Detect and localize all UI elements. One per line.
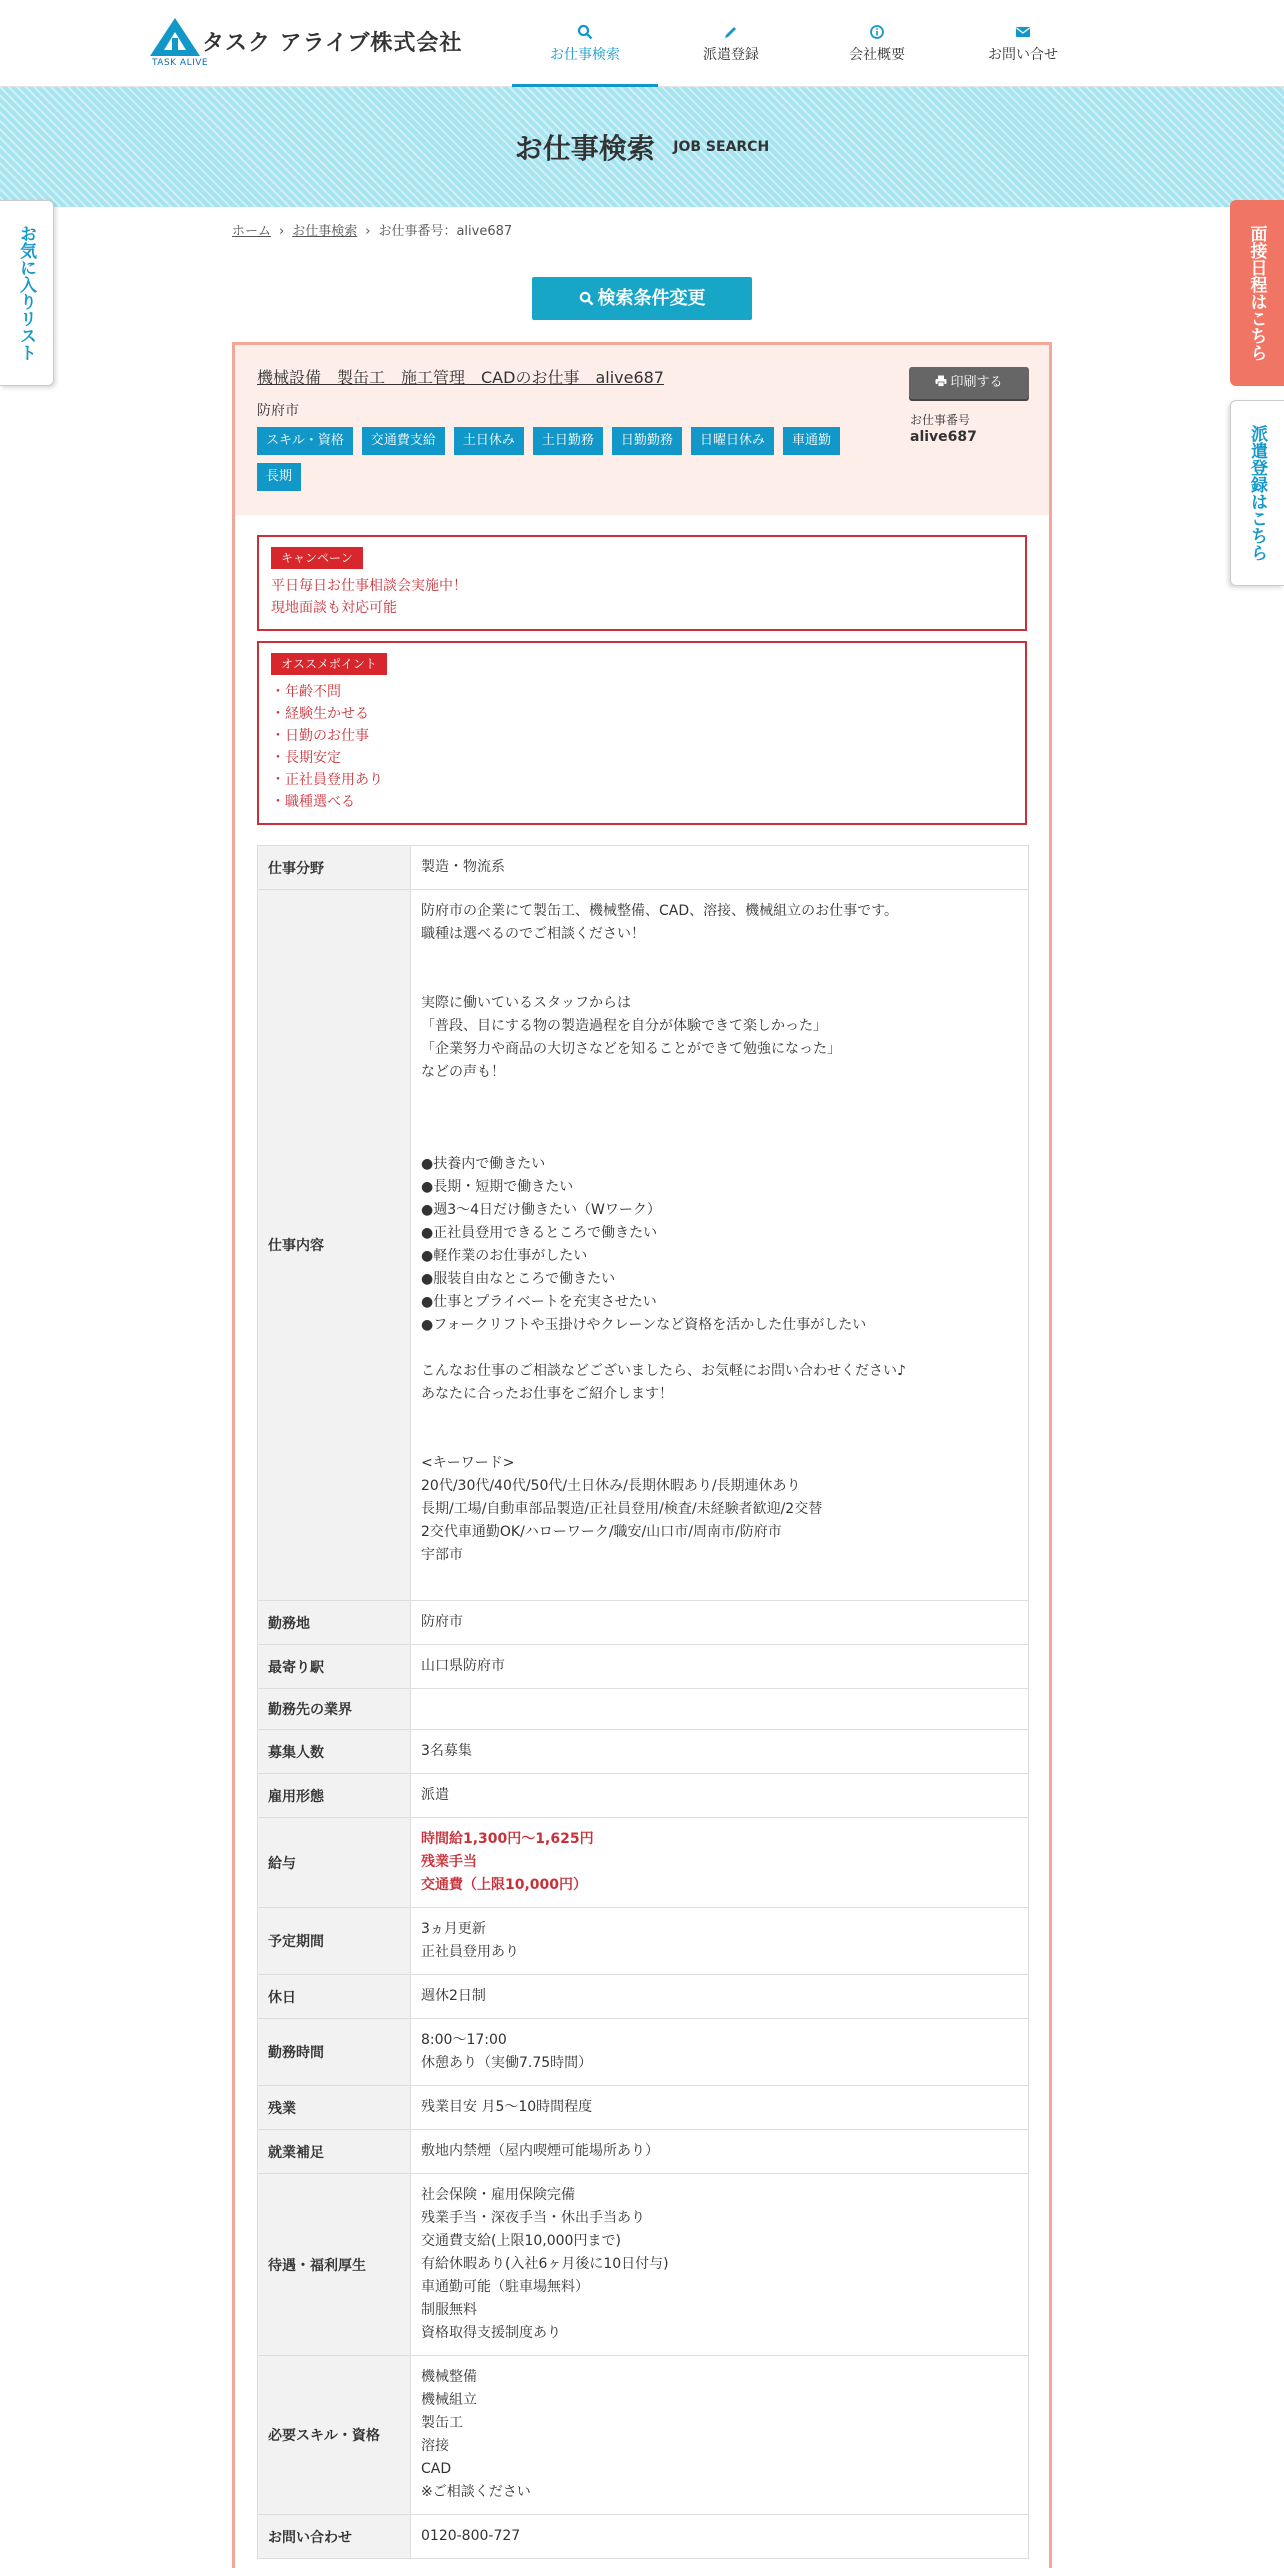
page-hero bbox=[0, 87, 1284, 207]
job-number-label: お仕事番号 bbox=[910, 413, 971, 427]
row-value: 防府市 bbox=[411, 1601, 1029, 1645]
job-tag: 土日勤務 bbox=[533, 427, 603, 455]
site-header bbox=[0, 0, 1284, 87]
breadcrumb bbox=[232, 220, 512, 239]
row-value: 派遣 bbox=[411, 1774, 1029, 1818]
table-row bbox=[258, 1908, 1029, 1975]
point-line: ・日勤のお仕事 bbox=[271, 728, 369, 744]
job-tag: 日曜日休み bbox=[691, 427, 774, 455]
favorites-list-tab[interactable]: お気に入りリスト bbox=[0, 200, 54, 386]
chevron-right-icon: › bbox=[365, 224, 371, 239]
logo-mark-icon bbox=[150, 18, 200, 56]
job-tag: スキル・資格 bbox=[257, 427, 353, 455]
job-tag: 車通勤 bbox=[783, 427, 840, 455]
job-tags bbox=[257, 427, 887, 491]
search-icon bbox=[577, 22, 593, 42]
campaign-box bbox=[257, 535, 1027, 631]
table-row bbox=[258, 1975, 1029, 2019]
salary-value: 時間給1,300円～1,625円 残業手当 交通費（上限10,000円） bbox=[411, 1818, 1029, 1908]
breadcrumb-job-search[interactable]: お仕事検索 bbox=[292, 224, 358, 239]
print-label: 印刷する bbox=[950, 375, 1003, 390]
table-row bbox=[258, 2086, 1029, 2130]
interview-schedule-tab[interactable]: 面接日程はこちら bbox=[1230, 200, 1284, 386]
row-key: 休日 bbox=[258, 1975, 411, 2019]
recommend-points-label: オススメポイント bbox=[271, 653, 387, 675]
table-row bbox=[258, 1645, 1029, 1689]
job-number: alive687 bbox=[910, 429, 977, 445]
job-tag: 日勤勤務 bbox=[612, 427, 682, 455]
nav-label: お仕事検索 bbox=[550, 47, 620, 63]
change-search-label: 検索条件変更 bbox=[597, 288, 706, 309]
row-key: 待遇・福利厚生 bbox=[258, 2174, 411, 2356]
nav-label: 会社概要 bbox=[849, 47, 905, 63]
page-subtitle: JOB SEARCH bbox=[673, 139, 770, 155]
row-value: 残業目安 月5～10時間程度 bbox=[411, 2086, 1029, 2130]
row-key: 勤務地 bbox=[258, 1601, 411, 1645]
table-row bbox=[258, 1730, 1029, 1774]
row-key: 就業補足 bbox=[258, 2130, 411, 2174]
point-line: ・職種選べる bbox=[271, 794, 355, 810]
table-row bbox=[258, 2130, 1029, 2174]
row-value bbox=[411, 1689, 1029, 1730]
row-value: 山口県防府市 bbox=[411, 1645, 1029, 1689]
row-value: 8:00～17:00 休憩あり（実働7.75時間） bbox=[411, 2019, 1029, 2086]
contact-phone[interactable]: 0120-800-727 bbox=[411, 2515, 1029, 2559]
table-row bbox=[258, 1689, 1029, 1730]
job-tag: 長期 bbox=[257, 463, 301, 491]
job-tag: 土日休み bbox=[454, 427, 524, 455]
row-value: 社会保険・雇用保険完備 残業手当・深夜手当・休出手当あり 交通費支給(上限10,000円まで) 有給休暇あり(入社6ヶ月後に10日付与) 車通勤可能（駐車場無料） 制服無料 資格取得支援制度あり bbox=[411, 2174, 1029, 2356]
row-key: 給与 bbox=[258, 1818, 411, 1908]
table-row bbox=[258, 2019, 1029, 2086]
print-button[interactable] bbox=[909, 367, 1029, 399]
recommend-points-box bbox=[257, 641, 1027, 825]
campaign-label: キャンペーン bbox=[271, 547, 363, 569]
row-value: 敷地内禁煙（屋内喫煙可能場所あり） bbox=[411, 2130, 1029, 2174]
row-key: 勤務先の業界 bbox=[258, 1689, 411, 1730]
table-row bbox=[258, 2174, 1029, 2356]
printer-icon bbox=[935, 375, 947, 387]
nav-label: お問い合せ bbox=[988, 47, 1058, 63]
row-value: 製造・物流系 bbox=[411, 846, 1029, 890]
table-row bbox=[258, 890, 1029, 1601]
row-value: 週休2日制 bbox=[411, 1975, 1029, 2019]
row-value: 機械整備 機械組立 製缶工 溶接 CAD ※ご相談ください bbox=[411, 2356, 1029, 2515]
row-key: 仕事分野 bbox=[258, 846, 411, 890]
row-value: 防府市の企業にて製缶工、機械整備、CAD、溶接、機械組立のお仕事です。 職種は選べるのでご相談ください！ 実際に働いているスタッフからは 「普段、目にする物の製造過程を自分が体験できて楽しかった」 「企業努力や商品の大切さなどを知ることができて勉強になった」 などの声も！ ●扶養内で働きたい ●長期・短期で働きたい ●週3～4日だけ働きたい（Wワーク） ●正社員登用できるところで働きたい ●軽作業のお仕事がしたい ●服装自由なところで働きたい ●仕事とプライベートを充実させたい ●フォークリフトや玉掛けやクレーンなど資格を活かした仕事がしたい こんなお仕事のご相談などございましたら、お気軽にお問い合わせください♪ あなたに合ったお仕事をご紹介します！ <キーワード> 20代/30代/40代/50代/土日休み/長期休暇あり/長期連休あり 長期/工場/自動車部品製造/正社員登用/検査/未経験者歓迎/2交替 2交代車通勤OK/ハローワーク/職安/山口市/周南市/防府市 宇部市 bbox=[411, 890, 1029, 1601]
row-value: 3名募集 bbox=[411, 1730, 1029, 1774]
table-row bbox=[258, 2515, 1029, 2559]
campaign-line: 現地面談も対応可能 bbox=[271, 600, 397, 616]
nav-job-search[interactable] bbox=[512, 0, 658, 86]
logo-name: タスク アライブ株式会社 bbox=[202, 31, 463, 56]
row-key: 募集人数 bbox=[258, 1730, 411, 1774]
logo[interactable] bbox=[150, 18, 480, 70]
campaign-line: 平日毎日お仕事相談会実施中！ bbox=[271, 578, 467, 594]
row-key: 必要スキル・資格 bbox=[258, 2356, 411, 2515]
nav-label: 派遣登録 bbox=[703, 47, 759, 63]
nav-company[interactable] bbox=[804, 0, 950, 86]
info-icon bbox=[869, 22, 885, 42]
job-title[interactable]: 機械設備 製缶工 施工管理 CADのお仕事 alive687 bbox=[257, 368, 664, 387]
logo-sub: TASK ALIVE bbox=[152, 58, 209, 68]
nav-contact[interactable] bbox=[950, 0, 1096, 86]
job-card bbox=[232, 342, 1052, 2568]
search-icon bbox=[579, 291, 594, 306]
register-tab[interactable]: 派遣登録はこちら bbox=[1230, 400, 1284, 586]
row-key: 雇用形態 bbox=[258, 1774, 411, 1818]
table-row bbox=[258, 846, 1029, 890]
job-location: 防府市 bbox=[257, 403, 299, 419]
row-key: 残業 bbox=[258, 2086, 411, 2130]
row-key: お問い合わせ bbox=[258, 2515, 411, 2559]
chevron-right-icon: › bbox=[279, 224, 285, 239]
breadcrumb-home[interactable]: ホーム bbox=[232, 224, 272, 239]
row-key: 仕事内容 bbox=[258, 890, 411, 1601]
table-row bbox=[258, 1774, 1029, 1818]
pencil-icon bbox=[723, 22, 739, 42]
breadcrumb-current: お仕事番号：alive687 bbox=[378, 224, 513, 239]
row-value: 3ヵ月更新 正社員登用あり bbox=[411, 1908, 1029, 1975]
row-key: 勤務時間 bbox=[258, 2019, 411, 2086]
main-nav bbox=[512, 0, 1096, 86]
job-details-table bbox=[257, 845, 1029, 2559]
job-tag: 交通費支給 bbox=[362, 427, 445, 455]
point-line: ・経験生かせる bbox=[271, 706, 369, 722]
change-search-button[interactable] bbox=[532, 277, 752, 320]
table-row bbox=[258, 2356, 1029, 2515]
mail-icon bbox=[1015, 22, 1031, 42]
page-title: お仕事検索 bbox=[514, 132, 655, 165]
point-line: ・正社員登用あり bbox=[271, 772, 383, 788]
row-key: 最寄り駅 bbox=[258, 1645, 411, 1689]
row-key: 予定期間 bbox=[258, 1908, 411, 1975]
table-row bbox=[258, 1818, 1029, 1908]
point-line: ・長期安定 bbox=[271, 750, 341, 766]
nav-register[interactable] bbox=[658, 0, 804, 86]
job-header bbox=[235, 345, 1049, 515]
table-row bbox=[258, 1601, 1029, 1645]
point-line: ・年齢不問 bbox=[271, 684, 341, 700]
